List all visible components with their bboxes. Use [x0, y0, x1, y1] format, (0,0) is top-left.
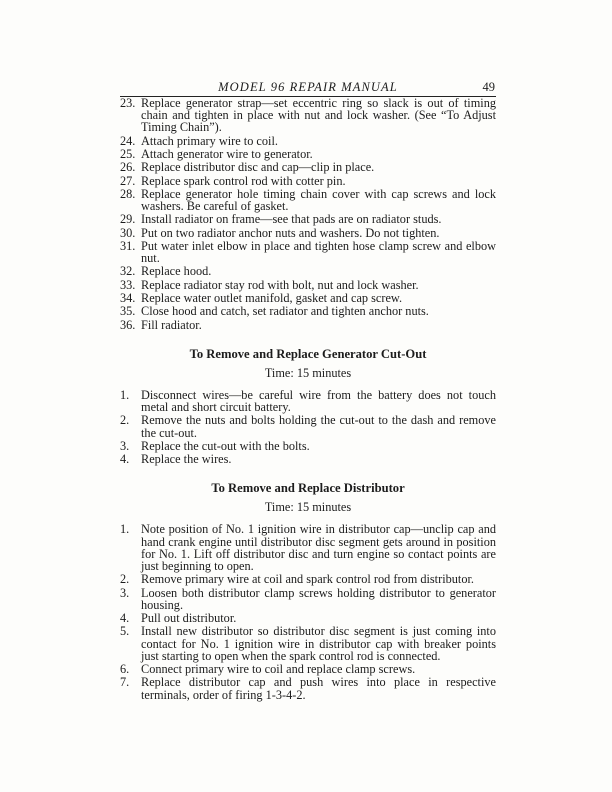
list-item: 24. Attach primary wire to coil.: [120, 133, 278, 148]
list-item: 4. Pull out distributor.: [120, 611, 237, 626]
list-item: 33. Replace radiator stay rod with bolt, nut and lock washer.: [120, 277, 419, 292]
steps-list: [120, 523, 496, 700]
list-item: 3. Loosen both distributor clamp screws holding distributor to generator housing.: [120, 585, 496, 612]
list-item: 2. Remove the nuts and bolts holding the cut-out to the dash and remove the cut-out.: [120, 413, 496, 440]
list-item: 30. Put on two radiator anchor nuts and washers. Do not tighten.: [120, 225, 440, 240]
list-item: 3. Replace the cut-out with the bolts.: [120, 438, 310, 453]
running-header: [120, 80, 496, 97]
list-item: 7. Replace distributor cap and push wires into place in respective terminals, order of firing 1-3-4-2.: [120, 675, 496, 702]
manual-page: [120, 80, 496, 702]
list-item: 1. Disconnect wires—be careful wire from the battery does not touch metal and short circuit battery.: [120, 387, 496, 415]
list-item: 32. Replace hood.: [120, 264, 212, 279]
steps-list: [120, 389, 496, 466]
continued-steps-list: [120, 97, 496, 331]
list-item: 34. Replace water outlet manifold, gasket and cap screw.: [120, 291, 403, 306]
section-generator-cutout: [120, 347, 496, 466]
page-number: 49: [482, 80, 495, 94]
list-item: 1. Note position of No. 1 ignition wire in distributor cap—unclip cap and hand crank engine until distributor disc segment gets around in position for No. 1. Lift off distributor disc and turn engine so contact points are just beginning to open.: [120, 522, 496, 573]
list-item: 28. Replace generator hole timing chain cover with cap screws and lock washers. Be careful of gasket.: [120, 186, 496, 214]
list-item: 31. Put water inlet elbow in place and tighten hose clamp screw and elbow nut.: [120, 238, 496, 266]
running-title: MODEL 96 REPAIR MANUAL: [218, 80, 398, 94]
list-item: 6. Connect primary wire to coil and replace clamp screws.: [120, 662, 416, 677]
section-time: Time: 15 minutes: [264, 365, 352, 380]
list-item: 5. Install new distributor so distributor disc segment is just coming into contact for No. 1 ignition wire in distributor cap with breaker points just starting to open when the spark control rod is connected.: [120, 624, 496, 663]
section-time: Time: 15 minutes: [264, 500, 352, 515]
list-item: 35. Close hood and catch, set radiator and tighten anchor nuts.: [120, 304, 429, 319]
list-item: 25. Attach generator wire to generator.: [120, 147, 313, 161]
section-heading: To Remove and Replace Distributor: [211, 481, 405, 496]
list-item: 27. Replace spark control rod with cotter pin.: [120, 173, 346, 188]
list-item: 2. Remove primary wire at coil and spark control rod from distributor.: [120, 572, 474, 587]
list-item: 29. Install radiator on frame—see that pads are on radiator studs.: [120, 212, 442, 227]
list-item: 23. Replace generator strap—set eccentric ring so slack is out of timing chain and tighten in place with nut and lock washer. (See “To Adjust Timing Chain”).: [120, 96, 496, 135]
section-heading: To Remove and Replace Generator Cut-Out: [189, 346, 427, 361]
list-item: 4. Replace the wires.: [120, 452, 232, 467]
list-item: 36. Fill radiator.: [120, 317, 202, 332]
list-item: 26. Replace distributor disc and cap—clip in place.: [120, 160, 375, 175]
section-distributor: [120, 481, 496, 700]
